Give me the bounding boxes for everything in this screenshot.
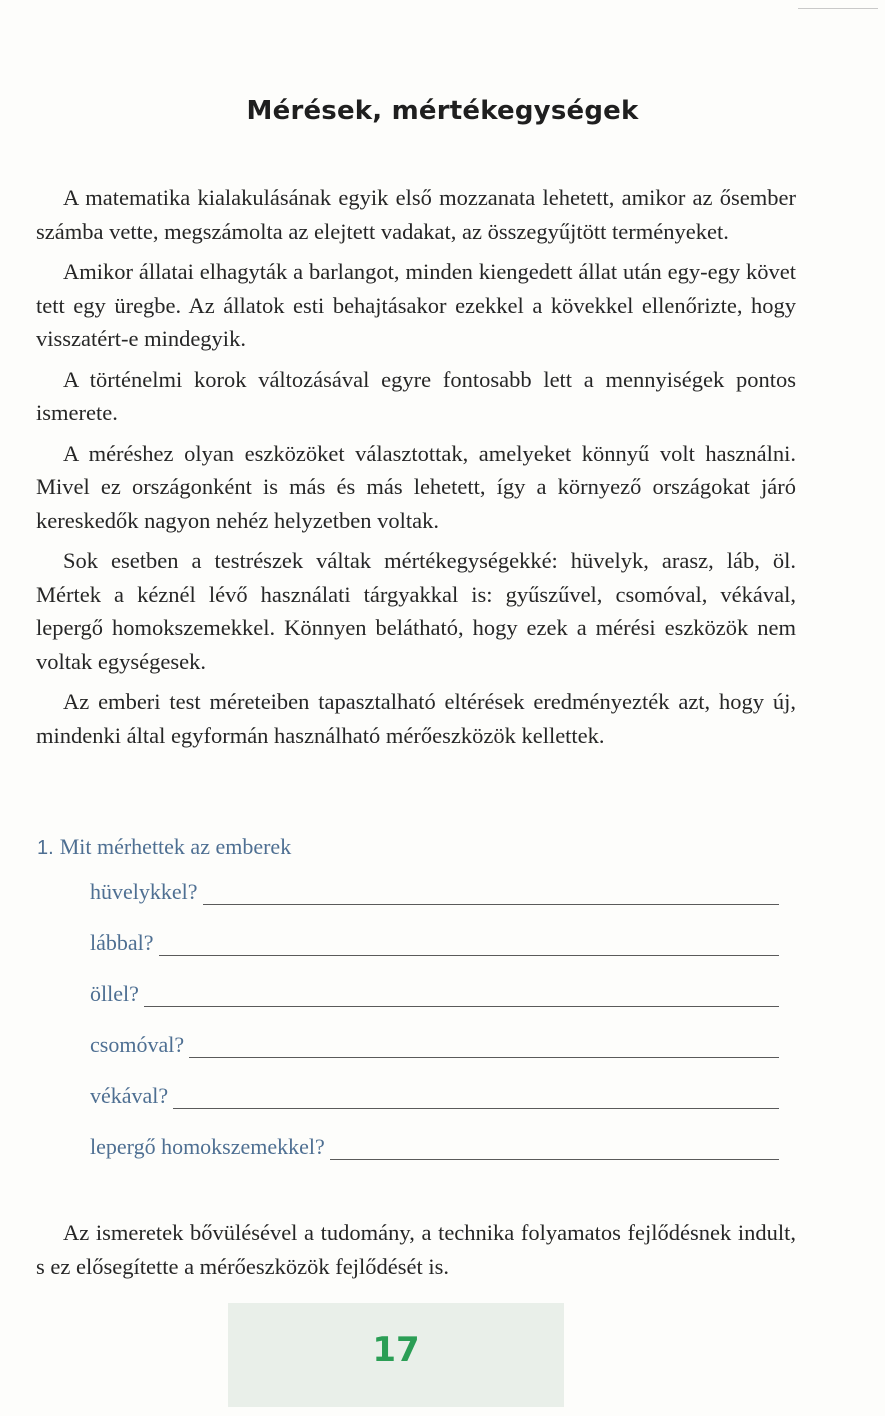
answer-line[interactable] — [159, 933, 779, 956]
answer-row-homok — [90, 1134, 779, 1160]
page-number: 17 — [372, 1330, 420, 1370]
answer-label: lepergő homokszemekkel? — [90, 1134, 325, 1159]
top-rule — [798, 8, 878, 9]
answer-row-veka — [90, 1083, 779, 1109]
paragraph: A méréshez olyan eszközöket választottak, amelyeket könnyű volt használni. Mivel ez országonként is más és más lehetett, így a környező országokat járó kereskedők nagyon nehéz helyzetben voltak. — [36, 440, 796, 533]
answer-label: lábbal? — [90, 930, 154, 955]
answer-line[interactable] — [144, 984, 779, 1007]
exercise-question: Mit mérhettek az emberek — [59, 834, 292, 859]
answer-row-lab — [90, 930, 779, 956]
answer-row-huvelyk — [90, 879, 779, 905]
exercise — [37, 834, 797, 860]
answer-label: vékával? — [90, 1083, 169, 1108]
answer-label: öllel? — [90, 981, 139, 1006]
exercise-heading — [37, 834, 797, 860]
paragraph: Sok esetben a testrészek váltak mértékegységekké: hüvelyk, arasz, láb, öl. Mértek a kéznél lévő használati tárgyakkal is: gyűszűvel, csomóval, vékával, lepergő homokszemekkel. Könnyen belátható, hogy ezek a mérési eszközök nem voltak egységesek. — [36, 548, 796, 674]
answer-line[interactable] — [330, 1137, 779, 1160]
page-title: Mérések, mértékegységek — [246, 96, 639, 126]
answer-label: csomóval? — [90, 1032, 185, 1057]
paragraph: Az emberi test méreteiben tapasztalható eltérések eredményezték azt, hogy új, mindenki által egyformán használható mérőeszközök kellettek. — [36, 689, 796, 748]
answer-line[interactable] — [203, 882, 779, 905]
intro-text — [36, 181, 796, 759]
paragraph: A matematika kialakulásának egyik első mozzanata lehetett, amikor az ősember számba vette, megszámolta az elejtett vadakat, az összegyűjtött terményeket. — [36, 185, 796, 244]
exercise-number: 1. — [37, 837, 54, 859]
answer-line[interactable] — [173, 1086, 779, 1109]
paragraph: Amikor állatai elhagyták a barlangot, minden kiengedett állat után egy-egy követ tett egy üregbe. Az állatok esti behajtásakor ezekkel a kövekkel ellenőrizte, hogy visszatért-e mindegyik. — [36, 259, 796, 351]
answer-line[interactable] — [189, 1035, 779, 1058]
answer-row-csomo — [90, 1032, 779, 1058]
closing-text — [36, 1216, 796, 1290]
paragraph: A történelmi korok változásával egyre fontosabb lett a mennyiségek pontos ismerete. — [36, 366, 796, 425]
answer-row-ol — [90, 981, 779, 1007]
paragraph: Az ismeretek bővülésével a tudomány, a technika folyamatos fejlődésnek indult, s ez elősegítette a mérőeszközök fejlődését is. — [36, 1220, 796, 1279]
answer-label: hüvelykkel? — [90, 879, 198, 904]
